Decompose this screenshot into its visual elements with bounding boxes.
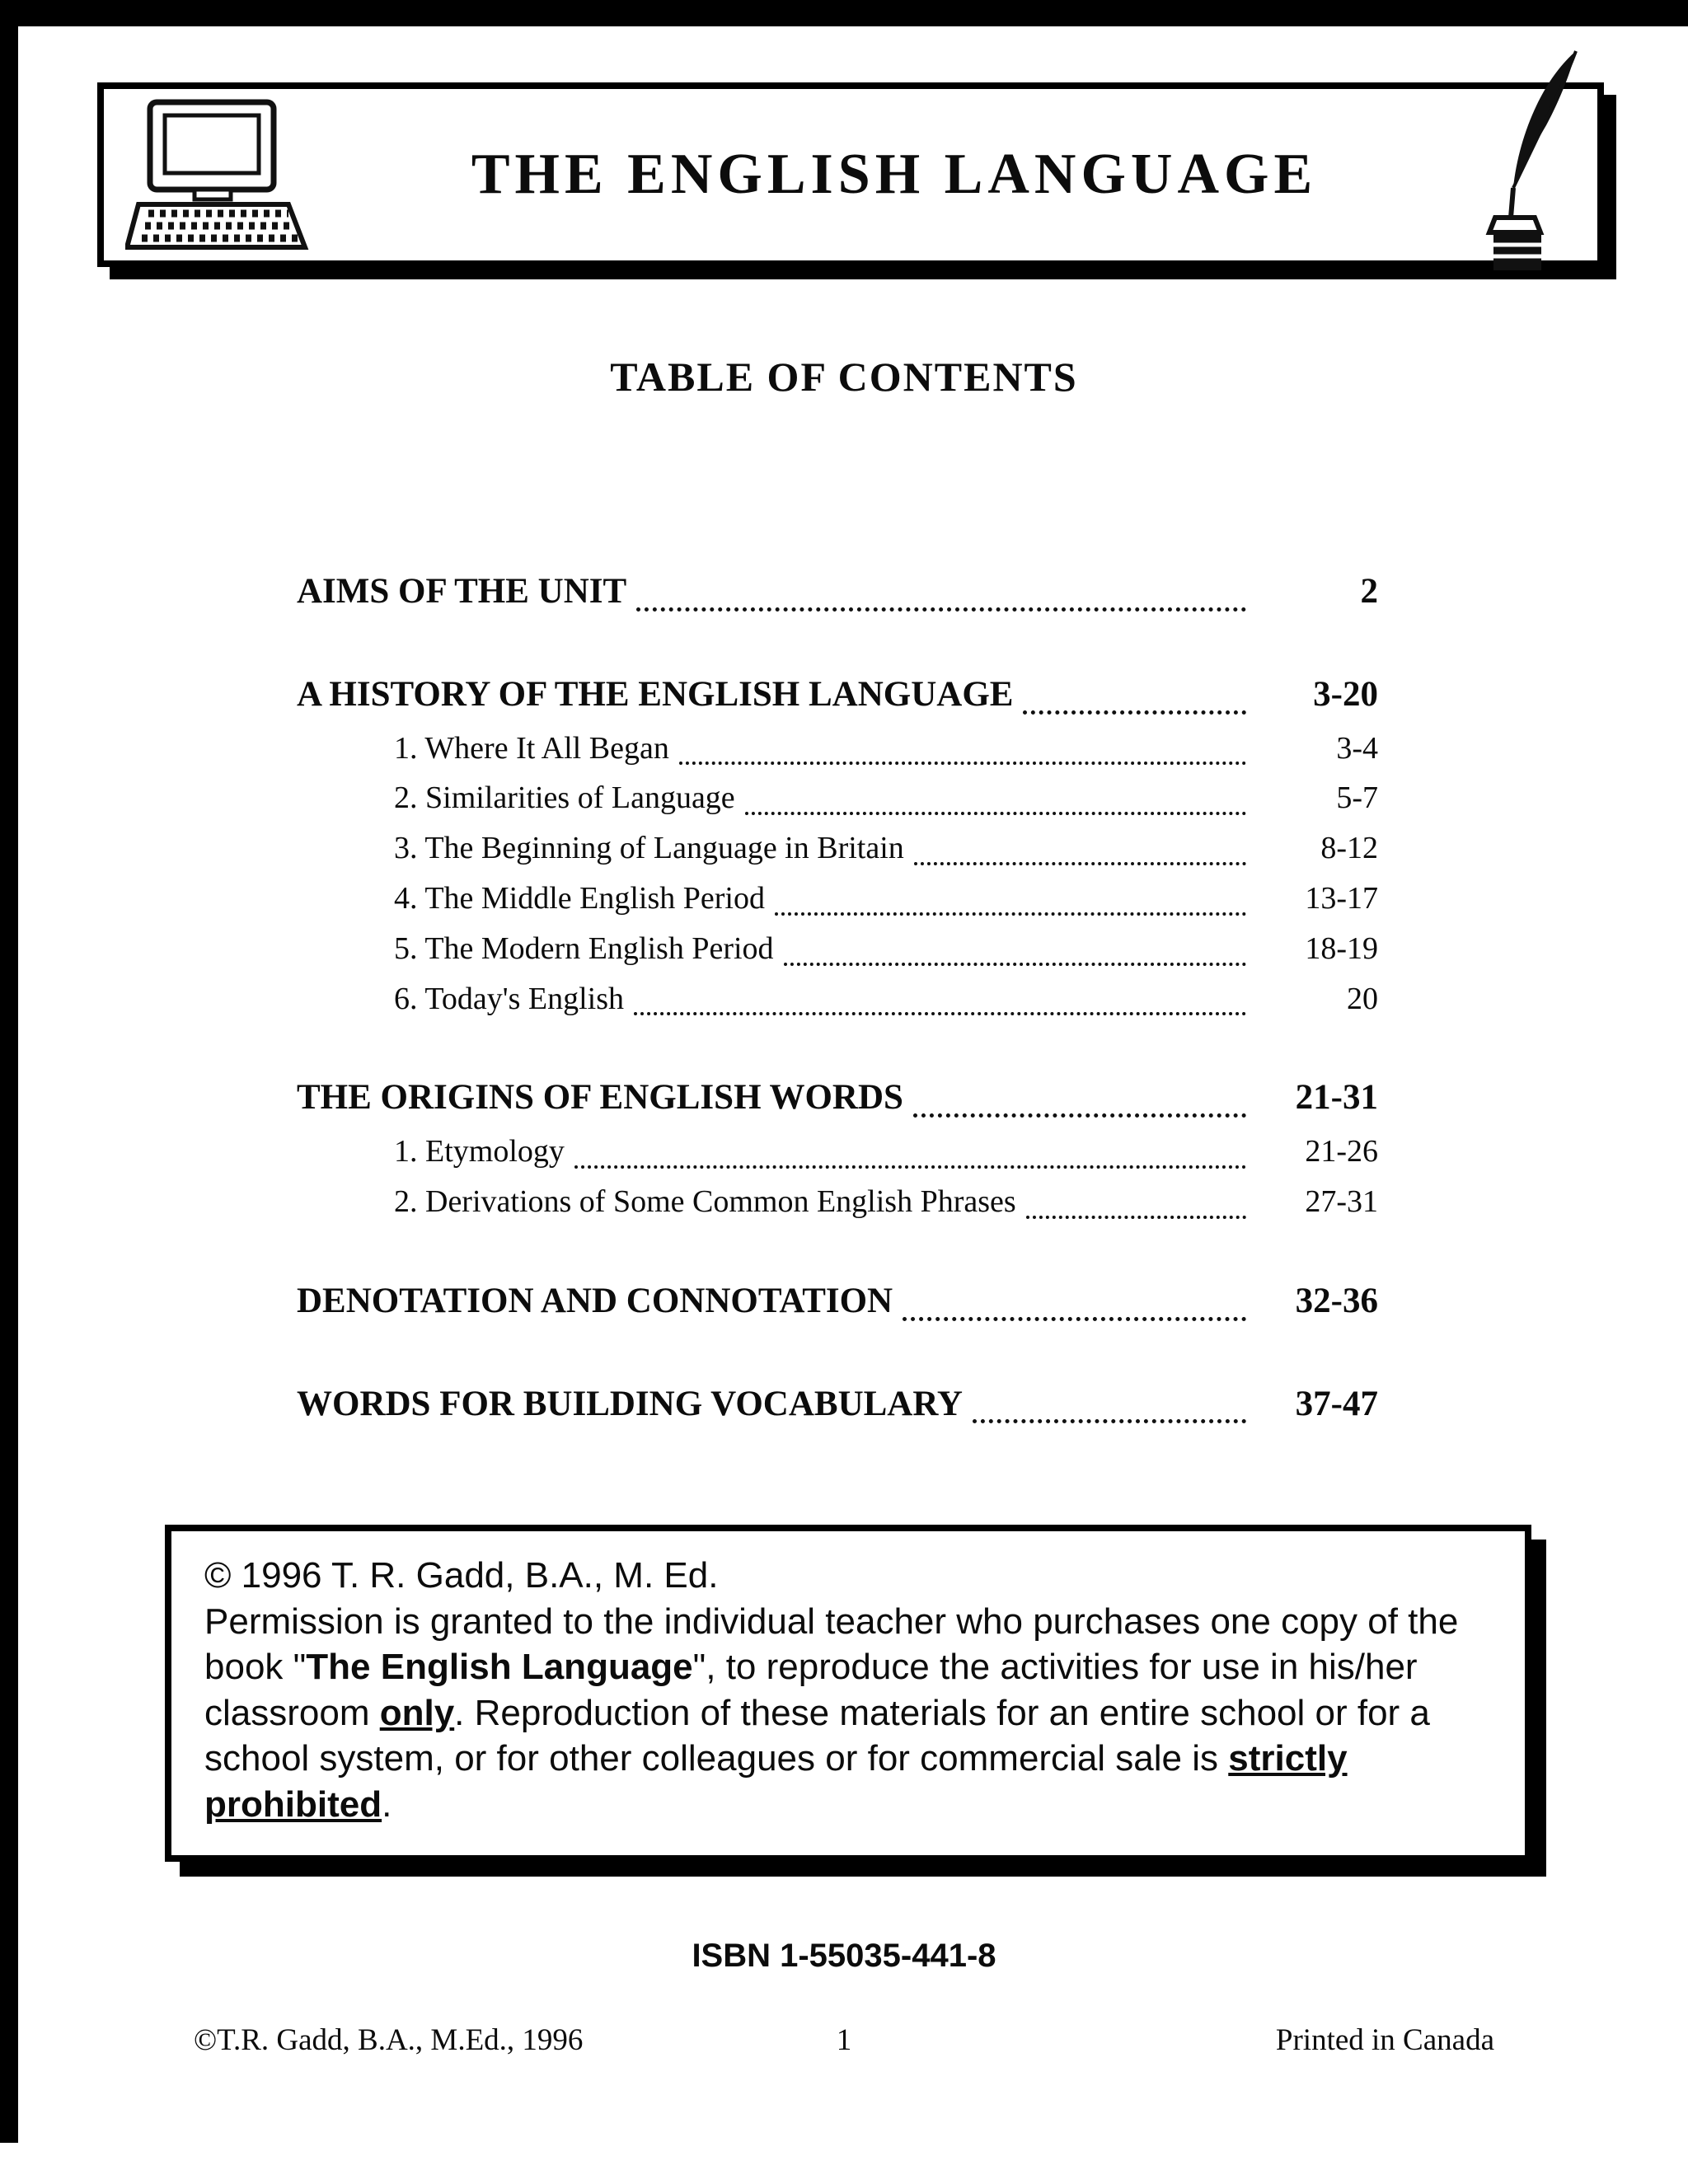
toc-entry (297, 773, 1378, 823)
toc-entry-label: 6. Today's English (394, 981, 624, 1016)
footer-printed-in: Printed in Canada (1275, 2022, 1494, 2057)
table-of-contents (297, 564, 1378, 1432)
dot-leader (1026, 1216, 1246, 1219)
quill-pen-icon (1484, 46, 1582, 293)
dot-leader (973, 1419, 1246, 1423)
isbn: ISBN 1-55035-441-8 (692, 1937, 996, 1974)
dot-leader (913, 1113, 1246, 1118)
toc-entry-pages: 21-26 (1305, 1134, 1378, 1169)
toc-entry (297, 1273, 1378, 1330)
emphasis-only-text: only (379, 1692, 455, 1733)
dot-leader (1023, 710, 1246, 715)
dot-leader (679, 762, 1246, 765)
toc-entry-pages: 8-12 (1320, 831, 1378, 866)
toc-entry (297, 1070, 1378, 1127)
dot-leader (634, 1012, 1246, 1015)
dot-leader (914, 862, 1246, 865)
toc-entry-pages: 21-31 (1295, 1078, 1378, 1118)
toc-entry-label: DENOTATION AND CONNOTATION (297, 1281, 893, 1320)
copyright-notice-box (165, 1525, 1531, 1862)
toc-heading: TABLE OF CONTENTS (610, 354, 1078, 400)
copyright-line: © 1996 T. R. Gadd, B.A., M. Ed. (204, 1555, 719, 1596)
dot-leader (784, 963, 1246, 966)
toc-entry (297, 823, 1378, 874)
emphasis-prohibited-text: strictly prohibited (204, 1738, 1348, 1825)
toc-entry (297, 874, 1378, 924)
toc-entry (297, 1376, 1378, 1433)
toc-entry-label: A HISTORY OF THE ENGLISH LANGUAGE (297, 674, 1014, 714)
toc-entry (297, 1127, 1378, 1177)
toc-entry-pages: 2 (1360, 572, 1378, 611)
toc-entry-label: 2. Derivations of Some Common English Phrases (394, 1183, 1016, 1219)
toc-entry-pages: 18-19 (1305, 930, 1378, 966)
toc-entry-pages: 20 (1347, 981, 1378, 1016)
toc-entry-label: 5. The Modern English Period (394, 930, 774, 966)
toc-entry (297, 924, 1378, 974)
copyright-text: Permission is granted to the individual teacher who purchases one copy of the book " (204, 1601, 1459, 1688)
copyright-text: . Reproduction of these materials for an entire school or for a school system, or for other colleagues or for commercial sale is (204, 1692, 1430, 1779)
toc-entry (297, 974, 1378, 1024)
toc-entry-pages: 3-20 (1313, 674, 1378, 714)
toc-entry-pages: 37-47 (1295, 1384, 1378, 1423)
toc-entry-label: 2. Similarities of Language (394, 780, 735, 816)
toc-entry-label: 4. The Middle English Period (394, 880, 765, 916)
toc-entry-label: 3. The Beginning of Language in Britain (394, 831, 904, 866)
copyright-text: . (382, 1783, 392, 1825)
page-footer (194, 2022, 1494, 2058)
dot-leader (574, 1165, 1246, 1169)
toc-entry (297, 564, 1378, 621)
toc-entry-label: 1. Where It All Began (394, 730, 669, 766)
page-number: 1 (836, 2022, 852, 2057)
toc-entry-pages: 32-36 (1295, 1281, 1378, 1320)
copyright-text: ", to reproduce the activities for use in his/her classroom (204, 1647, 1418, 1733)
toc-entry-pages: 5-7 (1336, 780, 1378, 816)
footer-copyright: ©T.R. Gadd, B.A., M.Ed., 1996 (194, 2022, 584, 2057)
page-content (0, 353, 1688, 2058)
dot-leader (745, 812, 1246, 815)
computer-icon (125, 96, 331, 254)
copyright-paragraph (204, 1599, 1490, 1827)
toc-entry-label: AIMS OF THE UNIT (297, 572, 627, 611)
scan-edge-top (0, 0, 1688, 26)
toc-entry-pages: 3-4 (1336, 730, 1378, 766)
dot-leader (636, 607, 1246, 612)
title-banner (97, 82, 1604, 267)
dot-leader (903, 1317, 1246, 1321)
toc-entry (297, 724, 1378, 774)
toc-entry-label: 1. Etymology (394, 1134, 565, 1169)
toc-entry (297, 667, 1378, 724)
toc-entry-label: WORDS FOR BUILDING VOCABULARY (297, 1384, 963, 1423)
book-title-text: The English Language (306, 1647, 693, 1688)
toc-entry (297, 1177, 1378, 1227)
banner-title: THE ENGLISH LANGUAGE (471, 143, 1318, 206)
toc-entry-pages: 27-31 (1305, 1183, 1378, 1219)
dot-leader (775, 912, 1246, 916)
toc-entry-pages: 13-17 (1305, 880, 1378, 916)
toc-entry-label: THE ORIGINS OF ENGLISH WORDS (297, 1078, 903, 1118)
